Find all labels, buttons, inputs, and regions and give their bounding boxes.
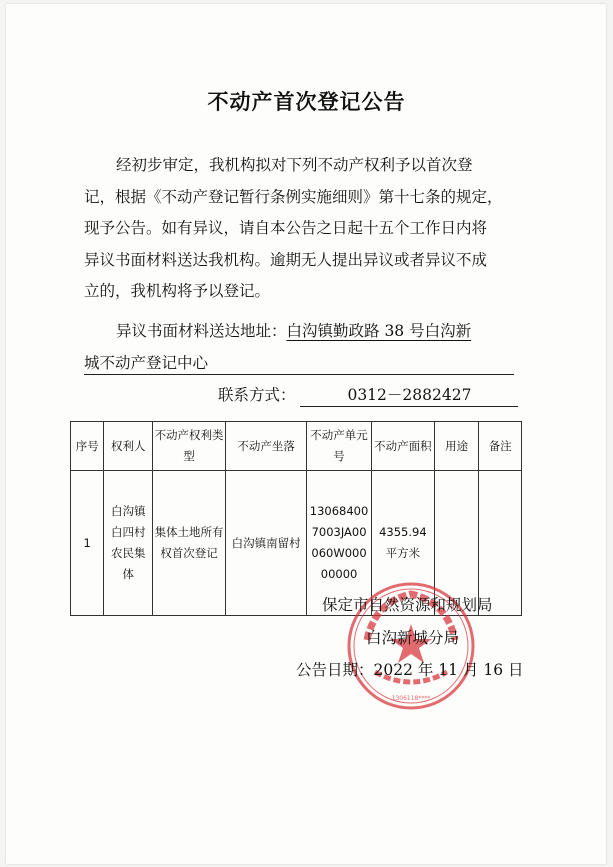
header-unit-no: 不动产单元号 xyxy=(307,422,372,471)
body-line-5: 立的，我机构将予以登记。 xyxy=(84,282,271,300)
header-right-type: 不动产权利类型 xyxy=(153,422,226,471)
cell-unit-no: 130684007003JA00060W00000000 xyxy=(307,471,372,616)
page-title: 不动产首次登记公告 xyxy=(207,90,406,114)
address-value-1: 白沟镇勤政路 38 号白沟新 xyxy=(286,322,472,340)
cell-right-type: 集体土地所有权首次登记 xyxy=(153,471,226,616)
address-line-2 xyxy=(84,348,534,380)
header-location: 不动产坐落 xyxy=(226,422,307,471)
contact-label: 联系方式： xyxy=(218,386,296,404)
announcement-date: 公告日期：2022 年 11 月 16 日 xyxy=(296,661,524,679)
notice-body xyxy=(84,150,528,308)
cell-location: 白沟镇南留村 xyxy=(226,471,307,616)
body-line-1: 经初步审定，我机构拟对下列不动产权利予以首次登 xyxy=(116,156,473,174)
body-line-2: 记，根据《不动产登记暂行条例实施细则》第十七条的规定， xyxy=(84,187,503,206)
svg-text:1306118****: 1306118**** xyxy=(391,695,431,702)
body-line-3: 现予公告。如有异议，请自本公告之日起十五个工作日内将 xyxy=(84,219,488,237)
address-line-1 xyxy=(84,316,534,348)
header-area: 不动产面积 xyxy=(371,422,434,471)
cell-area: 4355.94 平方米 xyxy=(371,471,434,616)
address-block xyxy=(84,316,534,379)
contact-phone: 0312－2882427 xyxy=(300,383,518,407)
header-holder: 权利人 xyxy=(104,422,153,471)
contact-block xyxy=(218,383,518,407)
header-use: 用途 xyxy=(434,422,479,471)
address-label: 异议书面材料送达地址： xyxy=(116,322,287,340)
body-line-4: 异议书面材料送达我机构。逾期无人提出异议或者异议不成 xyxy=(84,250,488,269)
address-value-2: 城不动产登记中心 xyxy=(84,352,514,375)
cell-index: 1 xyxy=(71,471,104,616)
issuing-branch: 白沟新城分局 xyxy=(366,629,460,647)
issuing-authority: 保定市自然资源和规划局 xyxy=(322,596,493,614)
header-remark: 备注 xyxy=(479,422,522,471)
table-header-row xyxy=(71,422,522,471)
cell-holder: 白沟镇白四村农民集体 xyxy=(104,471,153,616)
header-index: 序号 xyxy=(71,422,104,471)
